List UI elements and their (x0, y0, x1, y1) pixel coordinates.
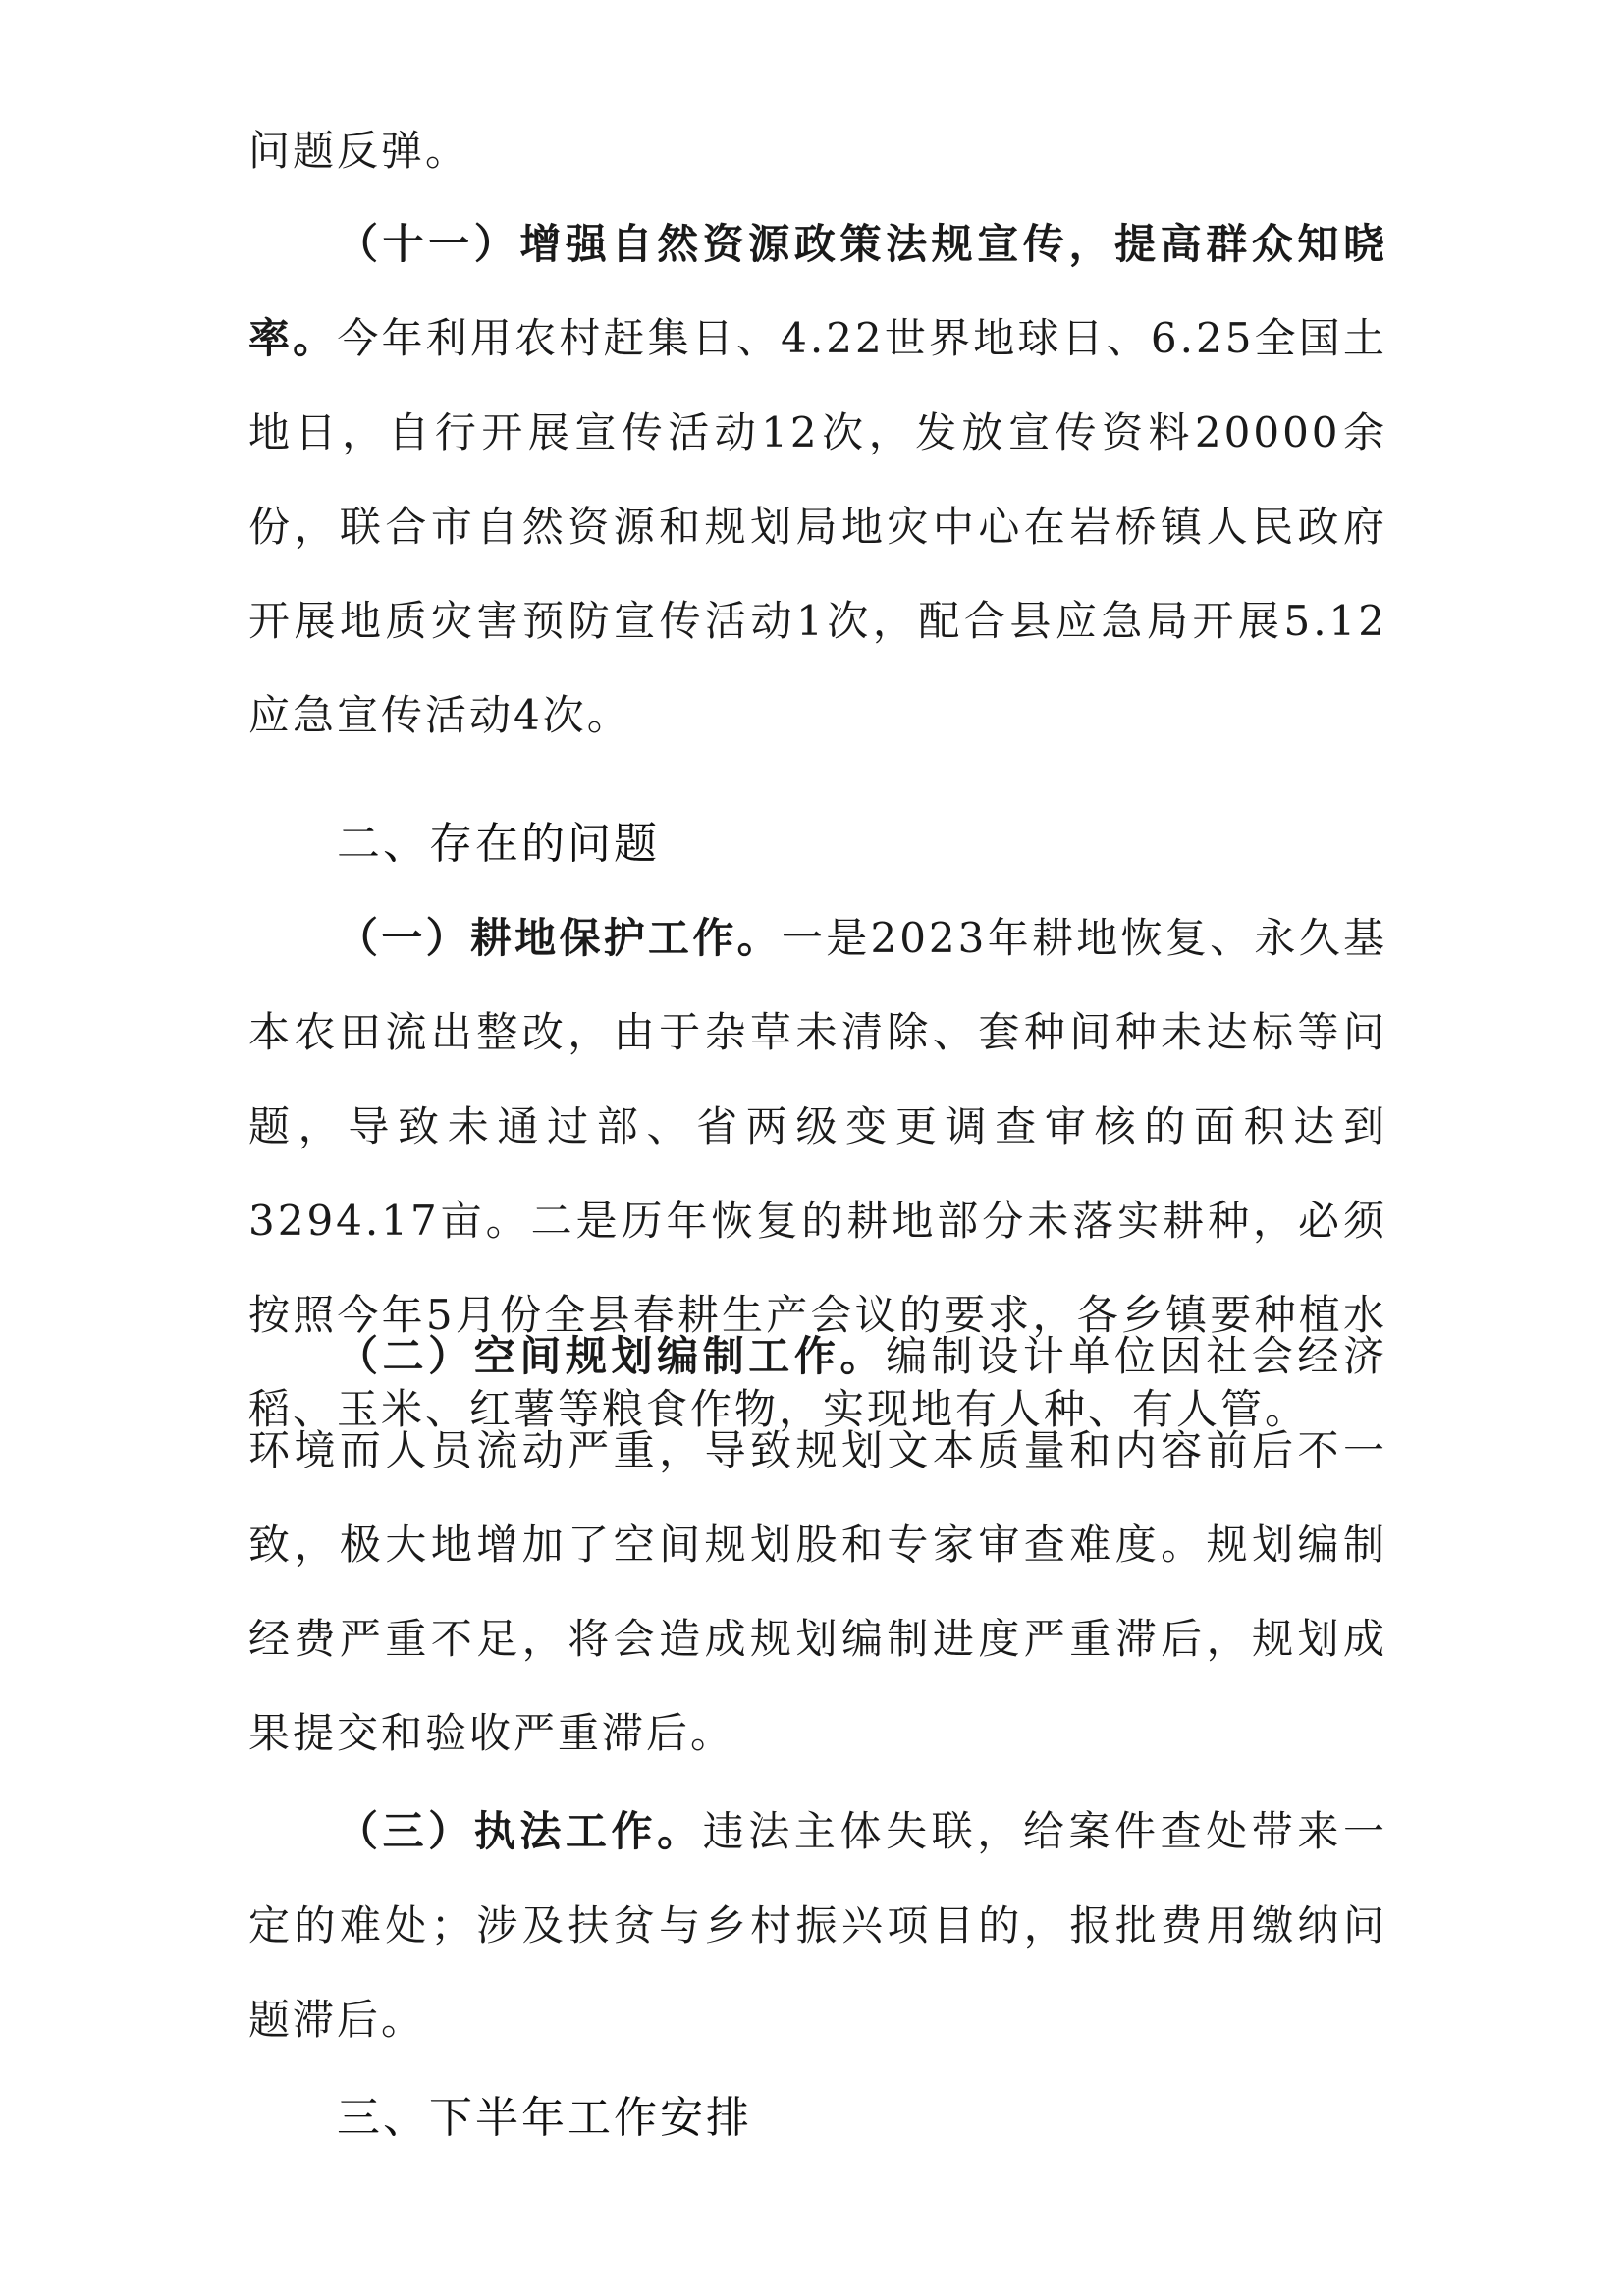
paragraph-text: 今年利用农村赶集日、4.22世界地球日、6.25全国土地日，自行开展宣传活动12次，发放宣传资料20000余份，联合市自然资源和规划局地灾中心在岩桥镇人民政府开展地质灾害预防宣传活动1次，配合县应急局开展5.12应急宣传活动4次。 (248, 314, 1387, 739)
paragraph-lead: （一）耕地保护工作。 (337, 914, 782, 962)
paragraph-text: 编制设计单位因社会经济环境而人员流动严重，导致规划文本质量和内容前后不一致，极大地增加了空间规划股和专家审查难度。规划编制经费严重不足，将会造成规划编制进度严重滞后，规划成果提交和验收严重滞后。 (248, 1332, 1387, 1757)
section-heading-next-half (248, 2071, 1387, 2165)
paragraph-publicity (248, 197, 1387, 763)
paragraph-spatial-planning (248, 1309, 1387, 1781)
paragraph-lead: （三）执法工作。 (337, 1807, 703, 1855)
heading-text: 三、下半年工作安排 (337, 2093, 752, 2143)
paragraph-law-enforcement (248, 1785, 1387, 2067)
paragraph-lead: （二）空间规划编制工作。 (337, 1332, 887, 1380)
paragraph-lead: （十一）增强自然资源政策法规宣传，提高群众知晓率。 (248, 220, 1387, 362)
heading-text: 二、存在的问题 (337, 819, 660, 869)
paragraph-text: 问题反弹。 (248, 127, 470, 175)
paragraph-text: 一是2023年耕地恢复、永久基本农田流出整改，由于杂草未清除、套种间种未达标等问题，导致未通过部、省两级变更调查审核的面积达到3294.17亩。二是历年恢复的耕地部分未落实耕种，必须按照今年5月份全县春耕生产会议的要求，各乡镇要种植水稻、玉米、红薯等粮食作物，实现地有人种、有人管。 (248, 914, 1387, 1433)
section-heading-problems (248, 797, 1387, 891)
paragraph-text: 违法主体失联，给案件查处带来一定的难处；涉及扶贫与乡村振兴项目的，报批费用缴纳问题滞后。 (248, 1807, 1387, 2044)
paragraph-continuation (248, 104, 1387, 198)
